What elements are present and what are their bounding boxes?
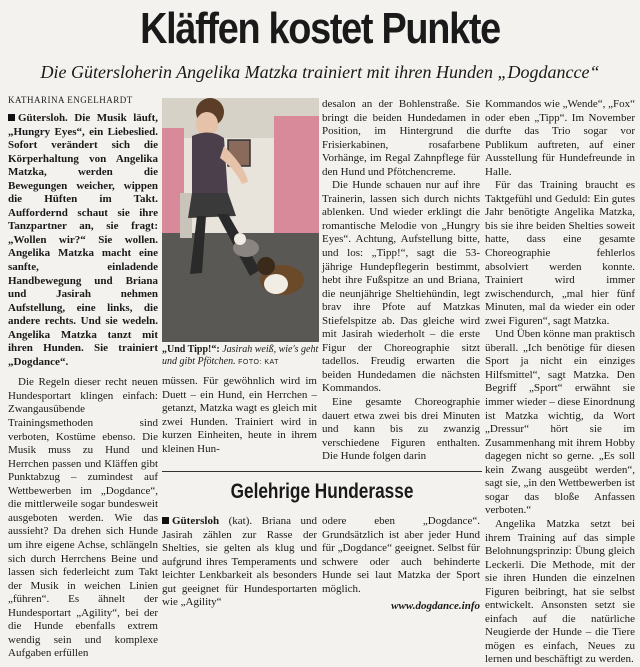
box-lead-location: Gütersloh xyxy=(172,515,220,527)
article-photo xyxy=(162,98,319,342)
box-title: Gelehrige Hunderasse xyxy=(230,480,414,503)
box-right-text: odere eben „Dogdance“. Grundsätzlich ist aber jeder Hund für „Dogdance“ geeignet. Selbst für schwere oder auch behinderte Hunde sei laut Matzka der Sport möglich. xyxy=(322,515,480,595)
dogdance-link[interactable]: www.dogdance.info xyxy=(391,600,480,613)
author-byline: KATHARINA ENGELHARDT xyxy=(8,95,133,105)
paragraph: Die Regeln dieser recht neuen Hundesportart klingen einfach: Zwangausübende Trainingsmethoden sind verboten, Kostüme ebenso. Die Musik muss zu Hund und Herrchen passen und Kläffen gibt Punktabzug – zumindest auf Wettbewerben im „Dogdance“, die mittlerweile sogar bundesweit ausgeboten werden. Wie das aussieht? Da drehen sich Hunde um ihre eigene Achse, schlängeln sich durch Herrchens Beine und lassen sich federleicht zum Takt der Musik in weichen Linien „führen“. Es ähnelt der Hundesportart „Agility“, bei der die Hunde ebenfalls extrem wendig sein und komplexe Aufgaben erfüllen xyxy=(8,376,158,660)
paragraph: Die Hunde schauen nur auf ihre Trainerin, lassen sich durch nichts ablenken. Und wieder erklingt die romantische Melodie von „Hungry Eyes“. Achtung, Aufstellung bitte, und los: „Tipp!“, sagt die 53-jährige Hundepflegerin bestimmt, hebt ihre Fußspitze an und Briana, die neunjährige Sheltiehündin, legt brav ihre Pfote auf Matzkas Stiefelspitze ab. Das gleiche wird mit Jasirah wiederholt – die erste Figur der Choreographie sitzt tadellos. Freudig erwarten die beiden Hundedamen die nächsten Kommandos. xyxy=(322,179,480,395)
paragraph: Kommandos wie „Wende“, „Fox“ oder eben „Tipp“. Im November durfte das Trio sogar vor Publikum auftreten, auf einer Ausstellung für Hundefreunde in Halle. xyxy=(485,98,636,178)
caption-text: Jasirah weiß, wie's geht und gibt Pfötchen. xyxy=(162,344,319,367)
photo-woman-with-dogs xyxy=(162,98,319,342)
square-bullet-icon xyxy=(162,517,169,524)
lead-paragraph xyxy=(8,112,158,369)
photo-caption xyxy=(162,344,319,369)
box-divider xyxy=(162,471,482,472)
article-column-1 xyxy=(8,112,158,661)
caption-quote: „Und Tipp!“: xyxy=(162,344,220,355)
paragraph: Eine gesamte Choreographie dauert etwa zwei bis drei Minuten und kann bis zu zwanzig verschiedene Figuren enthalten. Die Hunde folgen darin xyxy=(322,396,480,463)
paragraph: desalon an der Bohlenstraße. Sie bringt die beiden Hundedamen in Position, im Hintergrund die Frisierkabinen, rosafarbene Vorhänge, im Regal Zahnpflege für den Hund und Pfötchencreme. xyxy=(322,98,480,178)
paragraph: Und Üben könne man praktisch überall. „Ich benötige für diesen Sport ja nicht ein einziges Hilfsmittel“, sagt Matzka. Den Begriff „Sport“ erwähnt sie immer wieder – diese Einordnung ist Matzka wichtig, da Wort „Dressur“ hört sie im Zusammenhang mit ihrem Hobby dagegen nicht so gerne. „Es soll kein Zwang ausgeübt werden“, sagt sie, „in den Wettbewerben ist sogar das bloße Anfassen verboten.“ xyxy=(485,328,635,517)
square-bullet-icon xyxy=(8,114,15,121)
lead-text: Die Musik läuft, „Hungry Eyes“, ein Liebeslied. Sofort verändert sich die Körperhaltung von Angelika Matzka, werden die Bewegungen weicher, wippen die Hüften im Takt. Auffordernd schaut sie ihre Tanzpartner an, sie fragt: „Wollen wir?“ Sie wollen. Angelika Matzka macht eine sanfte, einladende Handbewegung und Briana und Jasirah nehmen Aufstellung, eine links, die andere rechts. Und sie wedeln. Angelika Matzka tanzt mit ihren Hunden. Sie trainiert „Dogdance“. xyxy=(8,112,158,368)
subheadline: Die Gütersloherin Angelika Matzka trainiert mit ihren Hunden „Dogdancce“ xyxy=(40,62,600,82)
photo-credit: FOTO: KAT xyxy=(238,359,279,366)
paragraph: Für das Training braucht es Taktgefühl und Geduld: Ein gutes Jahr benötigte Angelika Matzka, bis sie ihre beiden Shelties soweit hatte, dass eine gesamte Choreographie fehlerlos absolviert werden konnte. Trainiert wird immer zwischendurch, „mal hier fünf Minuten, mal da wieder ein oder zwei Figuren“, sagt Matzka. xyxy=(485,179,635,327)
article-column-3 xyxy=(322,98,480,464)
article-column-2 xyxy=(162,375,317,456)
paragraph: müssen. Für gewöhnlich wird im Duett – ein Hund, ein Herrchen – getanzt, Matzka wagt es gleich mit zwei Hunden. Trainiert wird in kurzen Einheiten, heute in ihrem kleinen Hun- xyxy=(162,375,317,455)
box-column-left xyxy=(162,515,317,610)
box-left-text: (kat). Briana und Jasirah zählen zur Rasse der Shelties, sie gelten als klug und aufgrund ihres Temperaments und leichter Lenkbarkeit als besonders gut geeignet für Hundesportarten wie „Agility“ xyxy=(162,515,317,609)
headline: Kläffen kostet Punkte xyxy=(140,4,500,53)
paragraph: Angelika Matzka setzt bei ihrem Training auf das simple Belohnungsprinzip: Übung gleich Leckerli. Die Methode, mit der sie ihren Hunden die einzelnen Figuren beibringt, hat sie selbst entwickelt. Ansonsten setzt sie einfach auf die natürliche Neugierde der Hunde – die Tiere mögen es einfach, Neues zu lernen und beschäftigt zu werden. xyxy=(485,517,635,666)
lead-location: Gütersloh. xyxy=(18,112,68,124)
article-column-4 xyxy=(485,98,635,667)
box-column-right xyxy=(322,515,480,614)
